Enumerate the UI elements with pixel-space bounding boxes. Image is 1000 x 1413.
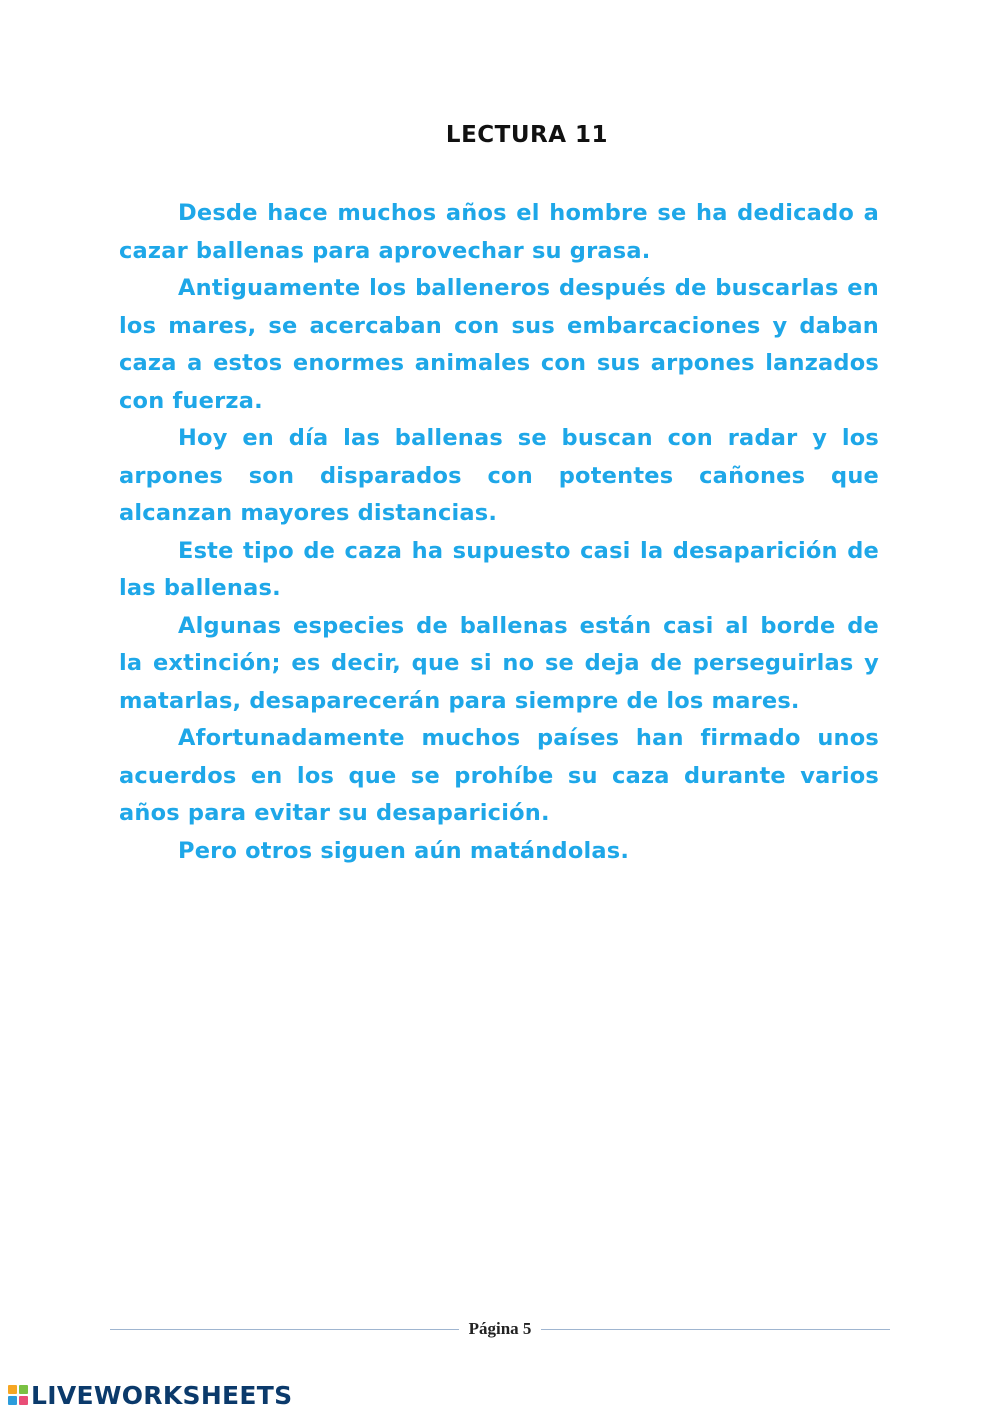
paragraph: Hoy en día las ballenas se buscan con radar y los arpones son disparados con potentes cañones que alcanzan mayores distancias. (119, 425, 879, 526)
brand-name: LIVEWORKSHEETS (31, 1380, 293, 1410)
reading-text (119, 195, 879, 870)
paragraph: Este tipo de caza ha supuesto casi la desaparición de las ballenas. (119, 537, 879, 601)
page-footer (110, 1318, 890, 1340)
logo-tile (19, 1396, 28, 1405)
liveworksheets-brand[interactable] (8, 1380, 292, 1410)
paragraph: Afortunadamente muchos países han firmado unos acuerdos en los que se prohíbe su caza durante varios años para evitar su desaparición. (119, 725, 879, 826)
paragraph: Antiguamente los balleneros después de buscarlas en los mares, se acercaban con sus embarcaciones y daban caza a estos enormes animales con sus arpones lanzados con fuerza. (119, 275, 879, 414)
footer-divider-left (110, 1329, 459, 1330)
page-title: LECTURA 11 (445, 122, 609, 148)
logo-tile (8, 1396, 17, 1405)
footer-divider-right (541, 1329, 890, 1330)
liveworksheets-logo-icon (8, 1385, 28, 1405)
paragraph: Pero otros siguen aún matándolas. (178, 837, 630, 864)
page-number: Página 5 (468, 1319, 532, 1338)
paragraph: Algunas especies de ballenas están casi al borde de la extinción; es decir, que si no se deja de perseguirlas y matarlas, desaparecerán para siempre de los mares. (119, 612, 879, 714)
logo-tile (8, 1385, 17, 1394)
logo-tile (19, 1385, 28, 1394)
paragraph: Desde hace muchos años el hombre se ha dedicado a cazar ballenas para aprovechar su grasa. (119, 200, 879, 264)
